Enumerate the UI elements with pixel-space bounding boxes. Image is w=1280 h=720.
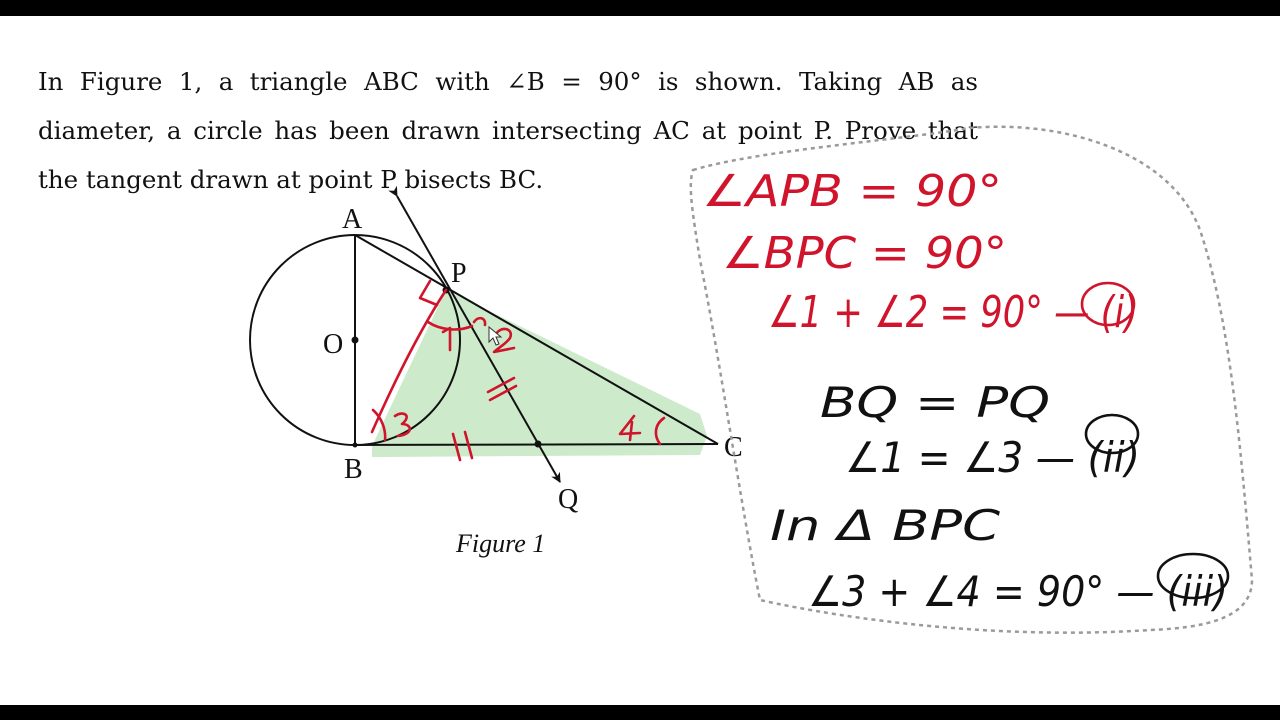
point-label-q: Q bbox=[558, 484, 579, 515]
point-b-dot bbox=[353, 443, 358, 448]
right-angle-mark-p bbox=[420, 281, 437, 305]
point-label-p: P bbox=[451, 258, 467, 289]
point-q-dot bbox=[535, 441, 542, 448]
point-label-b: B bbox=[344, 454, 363, 485]
point-o-dot bbox=[352, 337, 359, 344]
handwritten-notes bbox=[702, 166, 1228, 616]
figure-caption: Figure 1 bbox=[456, 529, 546, 558]
note-line-5: ∠1 = ∠3 — (ii) bbox=[845, 433, 1140, 482]
figure-1 bbox=[250, 196, 743, 558]
problem-line-3: the tangent drawn at point P bisects BC. bbox=[38, 165, 544, 194]
problem-line-1: In Figure 1, a triangle ABC with ∠B = 90° is shown. Taking AB as bbox=[38, 67, 978, 96]
note-line-1: ∠APB = 90° bbox=[702, 166, 1002, 217]
note-line-6: In Δ BPC bbox=[770, 501, 1001, 550]
note-line-4: BQ = PQ bbox=[820, 378, 1050, 427]
point-label-o: O bbox=[323, 329, 344, 360]
video-bottom-bar bbox=[0, 705, 1280, 720]
note-line-3: ∠1 + ∠2 = 90° — (i) bbox=[768, 287, 1138, 338]
problem-line-2: diameter, a circle has been drawn intersecting AC at point P. Prove that bbox=[38, 116, 978, 145]
note-line-2: ∠BPC = 90° bbox=[722, 228, 1007, 279]
note-line-7: ∠3 + ∠4 = 90° — (iii) bbox=[808, 567, 1228, 616]
point-label-c: C bbox=[724, 432, 743, 463]
point-label-a: A bbox=[342, 204, 363, 235]
